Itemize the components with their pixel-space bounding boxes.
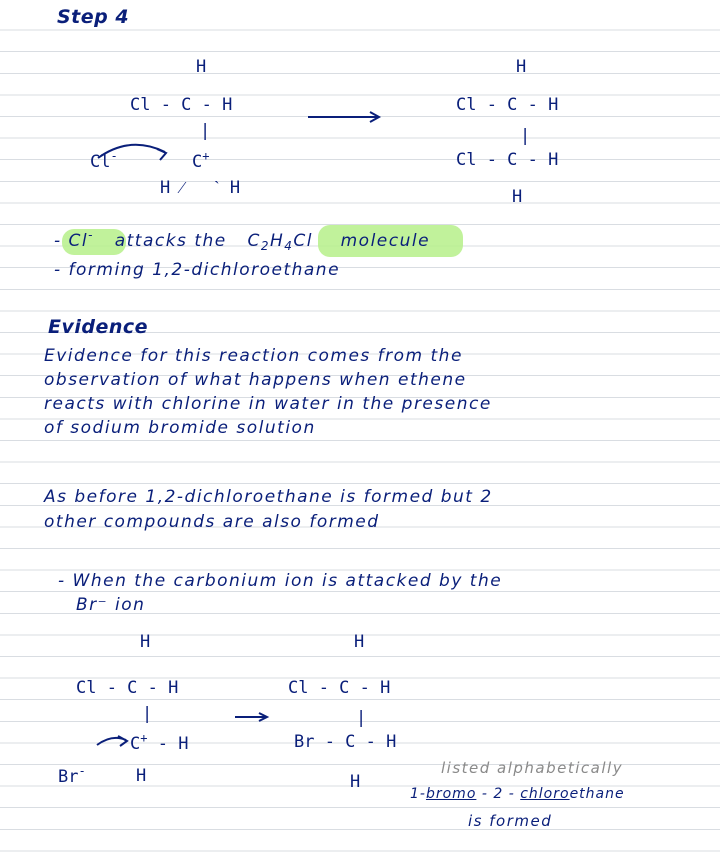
mech2-right-top-h: H [354,632,365,652]
before-line-2: other compounds are also formed [44,512,380,532]
when-line-1: - When the carbonium ion is attacked by the [58,571,503,591]
step-heading: Step 4 [57,6,130,28]
mech2-right-row1: Cl - C - H [288,678,391,698]
mech1-right-bond: | [520,126,531,146]
mech1-right-top-h: H [516,57,527,77]
mech1-chloride-ion: Cl- [90,149,118,172]
mech1-left-bond: | [200,121,211,141]
reaction-arrow-1 [308,112,379,122]
mech2-left-bottom-h: H [136,766,147,786]
product-name: 1-bromo - 2 - chloroethane [410,786,625,802]
mech1-left-top-h: H [196,57,207,77]
when-line-2: Br⁻ ion [76,595,146,615]
evidence-line-1: Evidence for this reaction comes from the [44,346,463,366]
is-formed: is formed [468,812,553,830]
bullet-attacks: - Cl- attacks the $C_2H_4Cl$ molecule [54,228,431,253]
evidence-heading: Evidence [48,316,149,338]
curly-arrow-2 [97,736,127,746]
evidence-line-3: reacts with chlorine in water in the presence [44,394,492,414]
note-listed-alphabetically: listed alphabetically [441,759,624,777]
before-line-1: As before 1,2-dichloroethane is formed but 2 [44,487,493,507]
mech2-left-top-h: H [140,632,151,652]
evidence-line-2: observation of what happens when ethene [44,370,467,390]
evidence-line-4: of sodium bromide solution [44,418,316,438]
mech2-carbocation: C+ - H [130,731,189,754]
mech1-left-bottom: H ⁄ ˋ H [160,178,241,198]
mech2-bromide-ion: Br- [58,764,86,787]
mech1-right-row2: Cl - C - H [456,150,559,170]
mech2-right-bottom-h: H [350,772,361,792]
mech2-left-row1: Cl - C - H [76,678,179,698]
mech1-left-row1: Cl - C - H [130,95,233,115]
mech1-right-row1: Cl - C - H [456,95,559,115]
reaction-arrow-2 [235,713,267,721]
mech2-left-bond: | [142,704,153,724]
mech1-carbocation: C+ [192,149,210,172]
mech2-right-bond: | [356,708,367,728]
mech1-right-bottom-h: H [512,187,523,207]
bullet-forming: - forming 1,2-dichloroethane [54,260,341,280]
mech2-right-row2: Br - C - H [294,732,397,752]
